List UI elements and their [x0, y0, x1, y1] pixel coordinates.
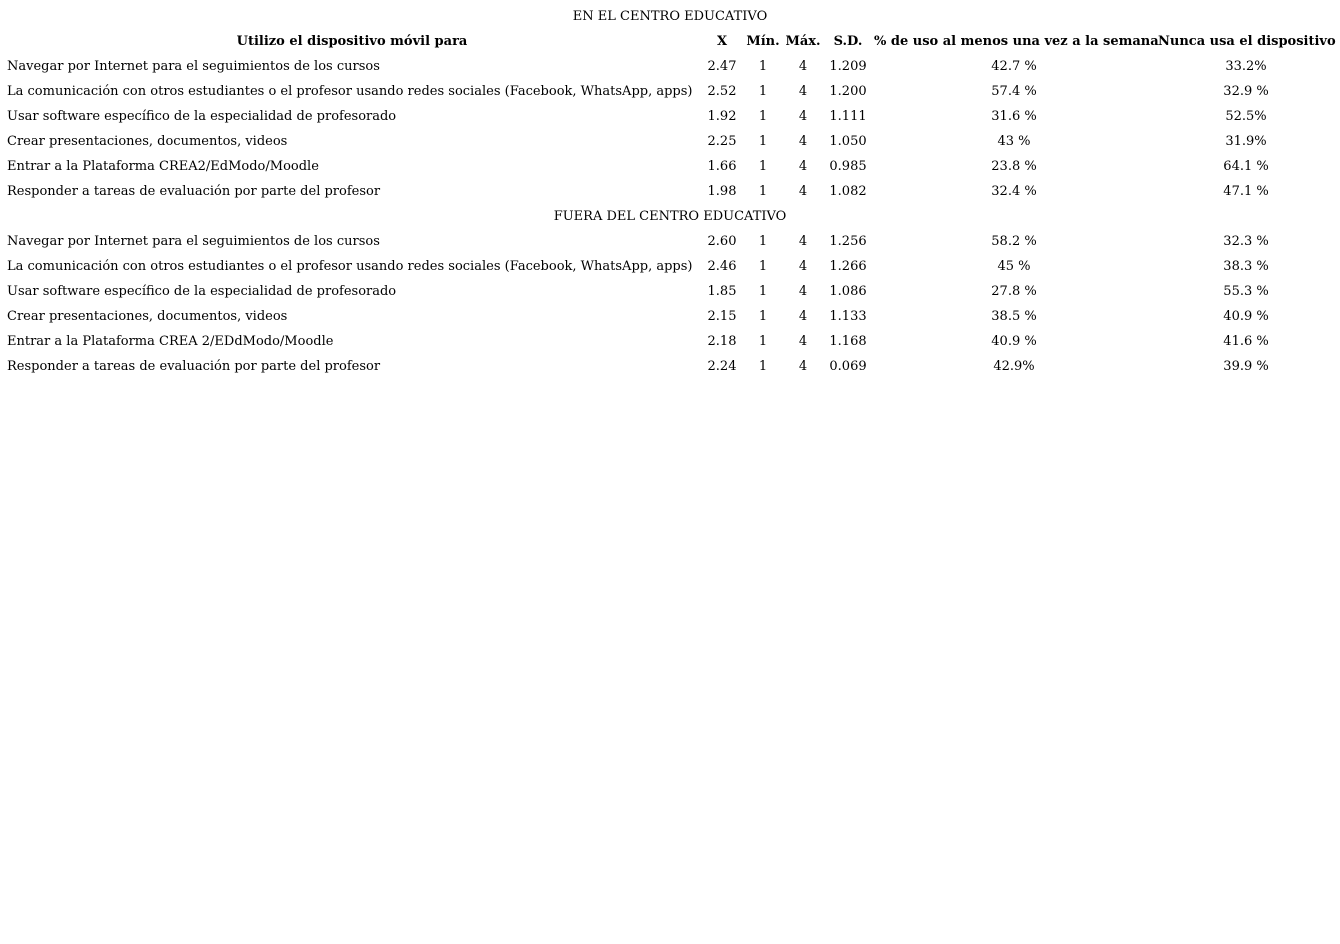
cell-activity: Usar software específico de la especialidad de profesorado: [7, 109, 397, 124]
cell-mean: 2.24: [707, 359, 737, 374]
cell-never: 41.6 %: [1223, 334, 1269, 349]
cell-never: 47.1 %: [1223, 184, 1269, 199]
cell-activity: Crear presentaciones, documentos, videos: [7, 134, 288, 149]
cell-never: 55.3 %: [1223, 284, 1269, 299]
cell-activity: La comunicación con otros estudiantes o el profesor usando redes sociales (Facebook, WhatsApp, apps): [7, 84, 693, 99]
cell-max: 4: [798, 309, 808, 324]
cell-mean: 2.52: [707, 84, 737, 99]
usage-table: [4, 4, 1336, 379]
table-row: [4, 229, 1336, 254]
cell-max: 4: [798, 184, 808, 199]
cell-weekly: 42.7 %: [991, 59, 1037, 74]
section-title-row-out: [4, 204, 1336, 229]
cell-mean: 2.25: [707, 134, 737, 149]
header-row: [4, 29, 1336, 54]
cell-min: 1: [758, 359, 768, 374]
cell-weekly: 57.4 %: [991, 84, 1037, 99]
cell-max: 4: [798, 134, 808, 149]
cell-min: 1: [758, 109, 768, 124]
cell-weekly: 32.4 %: [991, 184, 1037, 199]
cell-activity: La comunicación con otros estudiantes o el profesor usando redes sociales (Facebook, WhatsApp, apps): [7, 259, 693, 274]
cell-activity: Responder a tareas de evaluación por parte del profesor: [7, 184, 381, 199]
cell-min: 1: [758, 184, 768, 199]
cell-activity: Responder a tareas de evaluación por parte del profesor: [7, 359, 381, 374]
cell-weekly: 23.8 %: [991, 159, 1037, 174]
cell-activity: Crear presentaciones, documentos, videos: [7, 309, 288, 324]
cell-max: 4: [798, 234, 808, 249]
cell-mean: 2.60: [707, 234, 737, 249]
header-activity: Utilizo el dispositivo móvil para: [236, 34, 468, 49]
cell-sd: 1.256: [829, 234, 867, 249]
cell-max: 4: [798, 109, 808, 124]
header-min: Mín.: [746, 34, 780, 49]
table-row: [4, 354, 1336, 379]
table-row: [4, 179, 1336, 204]
usage-table-container: [4, 4, 1336, 379]
cell-sd: 1.133: [829, 309, 867, 324]
table-row: [4, 279, 1336, 304]
cell-max: 4: [798, 259, 808, 274]
cell-mean: 1.85: [707, 284, 737, 299]
cell-max: 4: [798, 84, 808, 99]
header-max: Máx.: [785, 34, 821, 49]
cell-max: 4: [798, 334, 808, 349]
cell-max: 4: [798, 284, 808, 299]
table-row: [4, 254, 1336, 279]
cell-min: 1: [758, 159, 768, 174]
cell-weekly: 31.6 %: [991, 109, 1037, 124]
cell-sd: 1.200: [829, 84, 867, 99]
cell-min: 1: [758, 84, 768, 99]
cell-never: 52.5%: [1225, 109, 1267, 124]
section-title-in: EN EL CENTRO EDUCATIVO: [572, 9, 768, 24]
cell-mean: 1.98: [707, 184, 737, 199]
header-weekly-use: % de uso al menos una vez a la semana: [874, 34, 1159, 49]
cell-min: 1: [758, 284, 768, 299]
cell-sd: 1.168: [829, 334, 867, 349]
cell-min: 1: [758, 259, 768, 274]
cell-min: 1: [758, 334, 768, 349]
table-row: [4, 54, 1336, 79]
cell-weekly: 45 %: [997, 259, 1031, 274]
cell-max: 4: [798, 159, 808, 174]
cell-activity: Entrar a la Plataforma CREA2/EdModo/Moodle: [7, 159, 319, 174]
table-row: [4, 304, 1336, 329]
cell-sd: 0.069: [829, 359, 867, 374]
cell-mean: 2.47: [707, 59, 737, 74]
table-row: [4, 154, 1336, 179]
cell-never: 33.2%: [1225, 59, 1267, 74]
section-title-out: FUERA DEL CENTRO EDUCATIVO: [553, 209, 787, 224]
cell-min: 1: [758, 234, 768, 249]
cell-weekly: 27.8 %: [991, 284, 1037, 299]
cell-never: 40.9 %: [1223, 309, 1269, 324]
cell-never: 39.9 %: [1223, 359, 1269, 374]
cell-weekly: 58.2 %: [991, 234, 1037, 249]
cell-never: 32.9 %: [1223, 84, 1269, 99]
cell-weekly: 38.5 %: [991, 309, 1037, 324]
cell-min: 1: [758, 59, 768, 74]
header-mean: X: [716, 34, 728, 49]
table-row: [4, 104, 1336, 129]
cell-mean: 1.66: [707, 159, 737, 174]
cell-sd: 1.209: [829, 59, 867, 74]
cell-sd: 0.985: [829, 159, 867, 174]
cell-never: 64.1 %: [1223, 159, 1269, 174]
cell-weekly: 43 %: [997, 134, 1031, 149]
cell-weekly: 40.9 %: [991, 334, 1037, 349]
cell-never: 31.9%: [1225, 134, 1267, 149]
cell-min: 1: [758, 134, 768, 149]
cell-sd: 1.082: [829, 184, 867, 199]
cell-sd: 1.266: [829, 259, 867, 274]
cell-weekly: 42.9%: [993, 359, 1035, 374]
header-never-use: Nunca usa el dispositivo: [1158, 34, 1336, 49]
cell-max: 4: [798, 359, 808, 374]
cell-max: 4: [798, 59, 808, 74]
cell-activity: Entrar a la Plataforma CREA 2/EDdModo/Moodle: [7, 334, 334, 349]
table-row: [4, 79, 1336, 104]
cell-never: 38.3 %: [1223, 259, 1269, 274]
table-row: [4, 329, 1336, 354]
cell-sd: 1.111: [829, 109, 867, 124]
cell-activity: Navegar por Internet para el seguimientos de los cursos: [7, 234, 380, 249]
cell-activity: Usar software específico de la especialidad de profesorado: [7, 284, 397, 299]
header-sd: S.D.: [833, 34, 863, 49]
cell-never: 32.3 %: [1223, 234, 1269, 249]
cell-mean: 2.18: [707, 334, 737, 349]
cell-sd: 1.086: [829, 284, 867, 299]
cell-mean: 2.15: [707, 309, 737, 324]
cell-activity: Navegar por Internet para el seguimientos de los cursos: [7, 59, 380, 74]
cell-mean: 1.92: [707, 109, 737, 124]
cell-mean: 2.46: [707, 259, 737, 274]
cell-sd: 1.050: [829, 134, 867, 149]
cell-min: 1: [758, 309, 768, 324]
section-title-row-in: [4, 4, 1336, 29]
table-row: [4, 129, 1336, 154]
